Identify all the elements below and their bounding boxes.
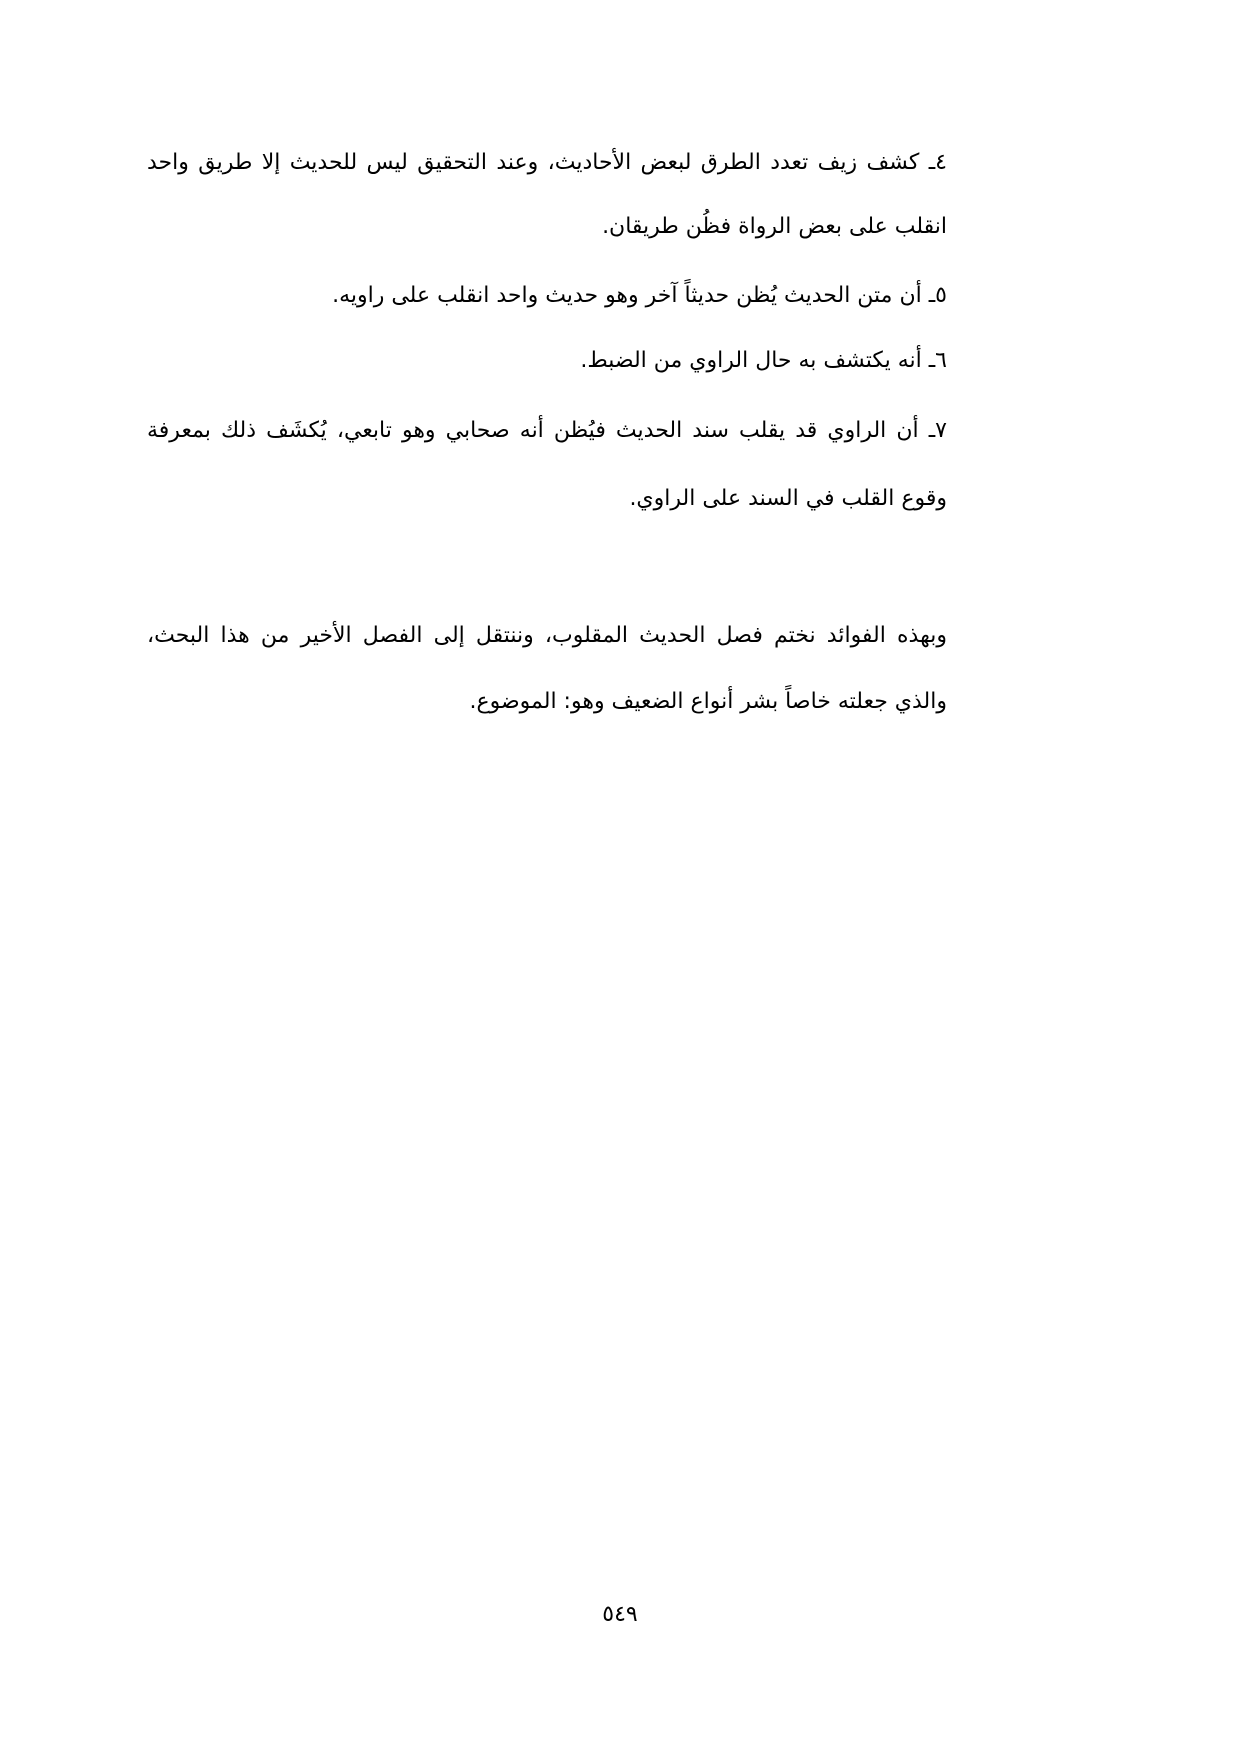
text-line-6: وقوع القلب في السند على الراوي. [629, 486, 947, 511]
page-number: ٥٤٩ [602, 1602, 638, 1627]
text-line-3: ٥ـ أن متن الحديث يُظن حديثاً آخر وهو حديث واحد انقلب على راويه. [332, 283, 947, 308]
text-line-4: ٦ـ أنه يكتشف به حال الراوي من الضبط. [580, 348, 947, 373]
text-line-5: ٧ـ أن الراوي قد يقلب سند الحديث فيُظن أنه صحابي وهو تابعي، يُكشَف ذلك بمعرفة [147, 418, 947, 443]
text-line-8: والذي جعلته خاصاً بشر أنواع الضعيف وهو: الموضوع. [469, 689, 947, 714]
text-line-2: انقلب على بعض الرواة فظُن طريقان. [602, 214, 947, 239]
text-line-7: وبهذه الفوائد نختم فصل الحديث المقلوب، وننتقل إلى الفصل الأخير من هذا البحث، [147, 623, 947, 648]
text-line-1: ٤ـ كشف زيف تعدد الطرق لبعض الأحاديث، وعند التحقيق ليس للحديث إلا طريق واحد [147, 150, 947, 175]
